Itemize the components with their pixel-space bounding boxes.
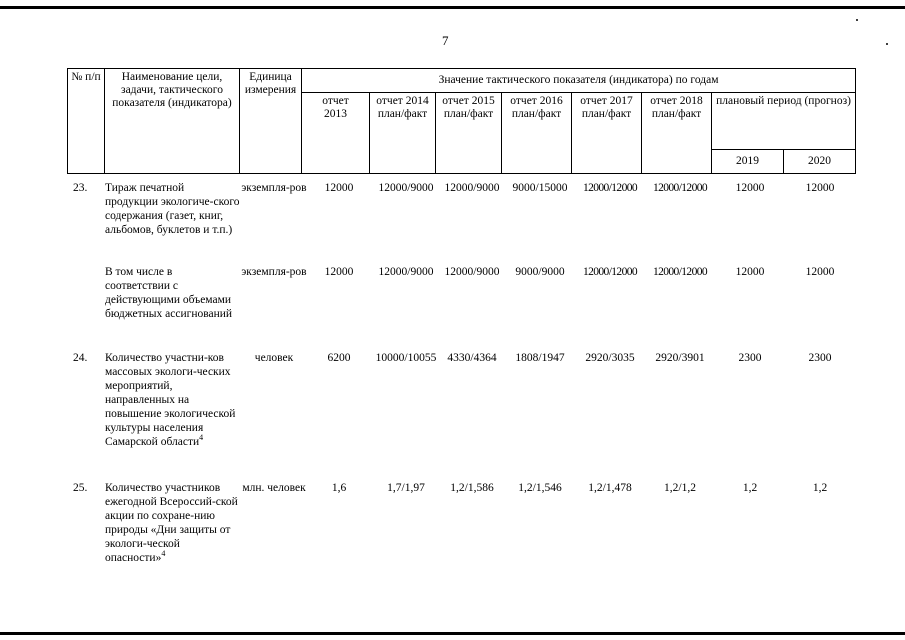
value-2014: 12000/9000 (378, 266, 434, 278)
value-2018: 2920/3901 (655, 352, 705, 364)
row-name: Количество участни-ков массовых экологи-ческих мероприятий, направленных на повышение экологической культуры населения Самарской области (105, 352, 236, 448)
header-2020: 2020 (784, 150, 856, 174)
row-unit: млн. человек (242, 482, 306, 494)
value-2017: 1,2/1,478 (588, 482, 632, 494)
value-2019: 12000 (735, 266, 765, 278)
value-2020: 12000 (805, 266, 835, 278)
value-2020: 2300 (808, 352, 832, 364)
value-2019: 12000 (735, 182, 765, 194)
header-plan-period: плановый период (прогноз) (712, 93, 856, 150)
value-2014: 1,7/1,97 (387, 482, 425, 494)
value-2020: 12000 (805, 182, 835, 194)
value-2019: 1,2 (742, 482, 758, 494)
header-no: № п/п (68, 69, 105, 174)
header-2018: отчет 2018 план/факт (642, 93, 712, 174)
value-2013: 12000 (324, 266, 354, 278)
header-2014: отчет 2014 план/факт (370, 93, 436, 174)
value-2015: 4330/4364 (447, 352, 497, 364)
value-2016: 9000/15000 (512, 182, 568, 194)
value-2016: 9000/9000 (515, 266, 565, 278)
row-name-wrap (105, 481, 240, 565)
row-name: В том числе в соответствии с действующими объемами бюджетных ассигнований (105, 266, 233, 320)
value-2015: 12000/9000 (444, 182, 500, 194)
header-2019: 2019 (712, 150, 784, 174)
footnote-marker: 4 (199, 433, 204, 443)
value-2017: 12000/12000 (582, 182, 638, 194)
header-unit: Единица измерения (240, 69, 302, 174)
value-2016: 1,2/1,546 (518, 482, 562, 494)
header-2017: отчет 2017 план/факт (572, 93, 642, 174)
row-name-wrap (105, 351, 240, 449)
value-2017: 12000/12000 (582, 266, 638, 278)
footnote-marker: 4 (161, 549, 166, 559)
value-2014: 10000/10055 (375, 352, 437, 364)
value-2016: 1808/1947 (515, 352, 565, 364)
value-2019: 2300 (738, 352, 762, 364)
value-2015: 12000/9000 (444, 266, 500, 278)
row-number: 23. (73, 182, 88, 194)
row-unit: экземпля-ров (241, 182, 307, 194)
row-number: 24. (73, 352, 88, 364)
value-2018: 12000/12000 (652, 266, 708, 278)
value-2013: 6200 (327, 352, 351, 364)
value-2013: 1,6 (331, 482, 347, 494)
row-name: Тираж печатной продукции экологиче-ского содержания (газет, книг, альбомов, буклетов и т.п.) (105, 182, 240, 236)
header-values: Значение тактического показателя (индикатора) по годам (302, 69, 856, 93)
bottom-rule (0, 632, 905, 635)
row-number: 25. (73, 482, 88, 494)
value-2015: 1,2/1,586 (450, 482, 494, 494)
value-2017: 2920/3035 (585, 352, 635, 364)
scan-speck (886, 43, 888, 45)
scan-speck (856, 19, 858, 21)
row-unit: экземпля-ров (241, 266, 307, 278)
page-number: 7 (442, 33, 449, 48)
row-name: Количество участников ежегодной Всероссий-ской акции по сохране-нию природы «Дни защиты от экологи-ческой опасности» (105, 482, 238, 564)
header-2013: отчет 2013 (302, 93, 370, 174)
value-2013: 12000 (324, 182, 354, 194)
row-unit: человек (254, 352, 294, 364)
value-2018: 1,2/1,2 (664, 482, 696, 494)
value-2018: 12000/12000 (652, 182, 708, 194)
table-header (67, 68, 856, 174)
value-2020: 1,2 (812, 482, 828, 494)
top-rule (0, 6, 905, 9)
header-2015: отчет 2015 план/факт (436, 93, 502, 174)
value-2014: 12000/9000 (378, 182, 434, 194)
header-name: Наименование цели, задачи, тактического показателя (индикатора) (105, 69, 240, 174)
header-2016: отчет 2016 план/факт (502, 93, 572, 174)
